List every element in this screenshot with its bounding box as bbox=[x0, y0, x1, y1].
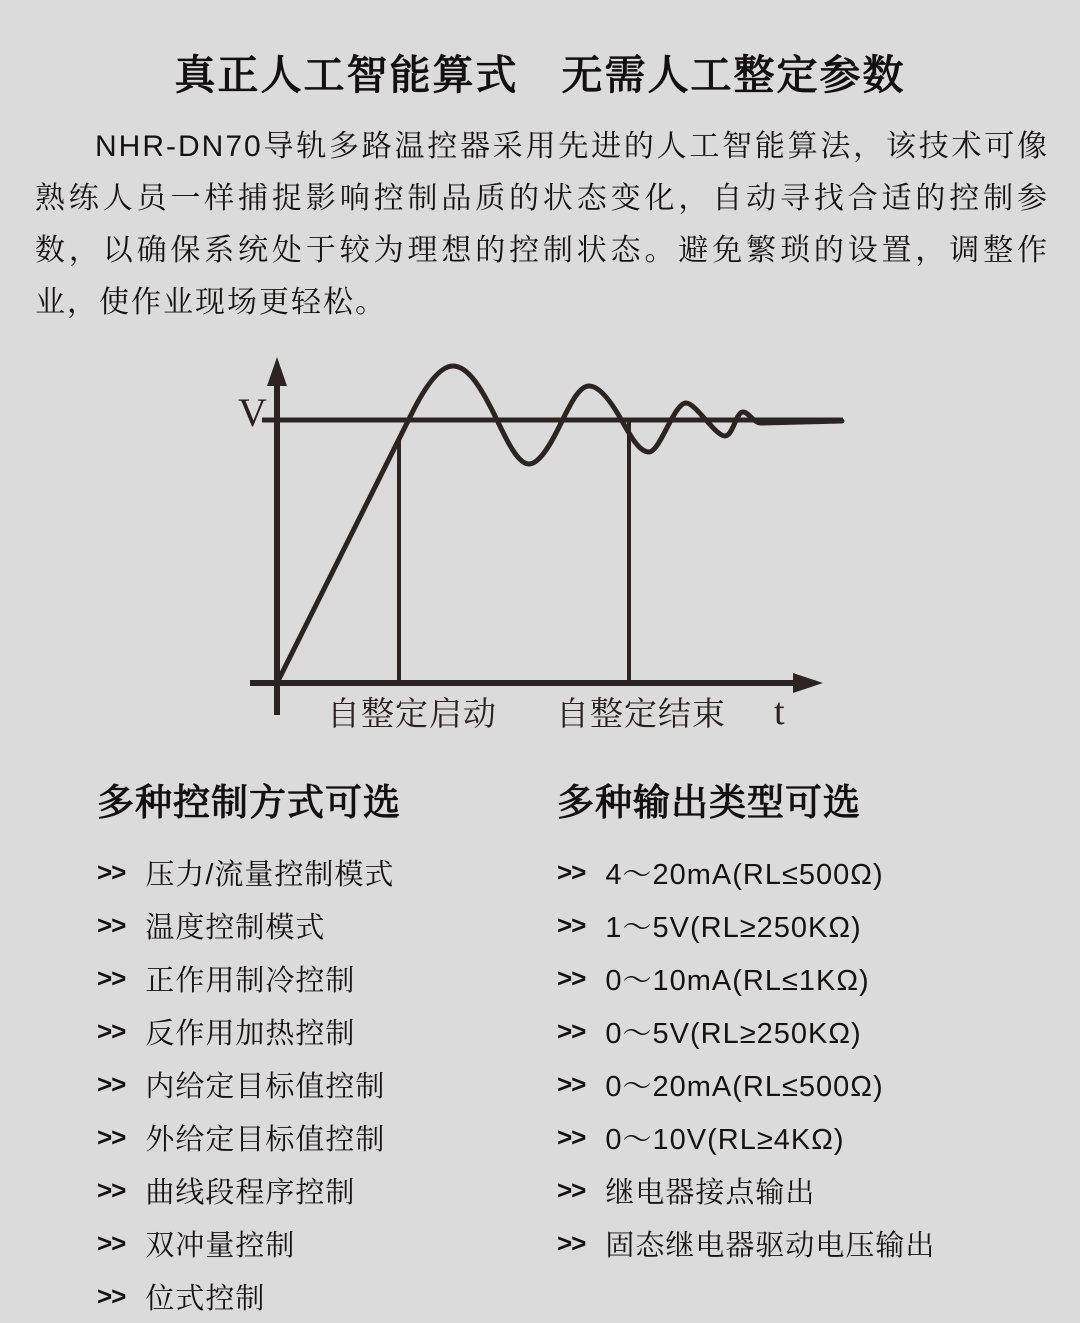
list-item bbox=[557, 1005, 1080, 1058]
chevron-marker-icon: >> bbox=[97, 910, 126, 940]
list-item bbox=[557, 952, 1080, 1005]
list-item bbox=[97, 1164, 557, 1217]
list-item bbox=[97, 1217, 557, 1270]
chevron-marker-icon: >> bbox=[557, 857, 586, 887]
output-types-heading: 多种输出类型可选 bbox=[557, 782, 861, 823]
control-modes-list bbox=[97, 846, 557, 1323]
list-item-label: 压力/流量控制模式 bbox=[145, 859, 395, 891]
chevron-marker-icon: >> bbox=[97, 1175, 126, 1205]
list-item-label: 曲线段程序控制 bbox=[145, 1177, 356, 1209]
intro-paragraph: NHR-DN70导轨多路温控器采用先进的人工智能算法，该技术可像熟练人员一样捕捉影响控制品质的状态变化，自动寻找合适的控制参数，以确保系统处于较为理想的控制状态。避免繁琐的设置，调整作业，使作业现场更轻松。 bbox=[35, 130, 1049, 319]
chevron-marker-icon: >> bbox=[557, 1175, 586, 1205]
list-item-label: 0～10V(RL≥4KΩ) bbox=[605, 1124, 845, 1156]
list-item-label: 0～20mA(RL≤500Ω) bbox=[605, 1071, 884, 1103]
list-item-label: 位式控制 bbox=[145, 1283, 266, 1315]
list-item-label: 内给定目标值控制 bbox=[145, 1071, 386, 1103]
chevron-marker-icon: >> bbox=[557, 1122, 586, 1152]
list-item-label: 继电器接点输出 bbox=[605, 1177, 816, 1209]
list-item bbox=[557, 1217, 1080, 1270]
list-item bbox=[557, 1111, 1080, 1164]
chevron-marker-icon: >> bbox=[97, 1281, 126, 1311]
chevron-marker-icon: >> bbox=[557, 1228, 586, 1258]
list-item bbox=[97, 1005, 557, 1058]
control-modes-heading: 多种控制方式可选 bbox=[97, 782, 401, 823]
list-item-label: 0～5V(RL≥250KΩ) bbox=[605, 1018, 862, 1050]
y-axis-label: V bbox=[238, 390, 267, 435]
chevron-marker-icon: >> bbox=[97, 1228, 126, 1258]
list-item-label: 4～20mA(RL≤500Ω) bbox=[605, 859, 884, 891]
list-item bbox=[97, 1058, 557, 1111]
chevron-marker-icon: >> bbox=[97, 1122, 126, 1152]
control-modes-section bbox=[0, 772, 557, 1323]
list-item bbox=[97, 899, 557, 952]
list-item bbox=[97, 952, 557, 1005]
list-item-label: 温度控制模式 bbox=[145, 912, 326, 944]
list-item-label: 外给定目标值控制 bbox=[145, 1124, 386, 1156]
list-item-label: 双冲量控制 bbox=[145, 1230, 296, 1262]
chevron-marker-icon: >> bbox=[97, 857, 126, 887]
x-axis-label: t bbox=[774, 691, 785, 733]
list-item-label: 固态继电器驱动电压输出 bbox=[605, 1230, 936, 1262]
list-item-label: 正作用制冷控制 bbox=[145, 965, 356, 997]
chevron-marker-icon: >> bbox=[97, 1069, 126, 1099]
list-item bbox=[97, 1270, 557, 1323]
list-item-label: 反作用加热控制 bbox=[145, 1018, 356, 1050]
chevron-marker-icon: >> bbox=[557, 963, 586, 993]
chevron-marker-icon: >> bbox=[557, 910, 586, 940]
list-item bbox=[557, 1058, 1080, 1111]
chevron-marker-icon: >> bbox=[97, 963, 126, 993]
y-axis-arrow-icon bbox=[267, 357, 287, 386]
chevron-marker-icon: >> bbox=[557, 1069, 586, 1099]
autotune-curve-svg bbox=[226, 353, 851, 738]
list-item-label: 0～10mA(RL≤1KΩ) bbox=[605, 965, 870, 997]
list-item bbox=[97, 1111, 557, 1164]
x-axis-arrow-icon bbox=[793, 673, 823, 693]
feature-columns bbox=[0, 772, 1080, 1323]
tuning-end-label: 自整定结束 bbox=[556, 697, 726, 733]
list-item bbox=[557, 846, 1080, 899]
chevron-marker-icon: >> bbox=[97, 1016, 126, 1046]
response-curve bbox=[277, 366, 842, 683]
list-item bbox=[557, 899, 1080, 952]
output-types-section bbox=[557, 772, 1080, 1323]
autotune-diagram bbox=[226, 353, 851, 738]
list-item bbox=[557, 1164, 1080, 1217]
output-types-list bbox=[557, 846, 1080, 1270]
list-item-label: 1～5V(RL≥250KΩ) bbox=[605, 912, 862, 944]
chevron-marker-icon: >> bbox=[557, 1016, 586, 1046]
list-item bbox=[97, 846, 557, 899]
tuning-start-label: 自整定启动 bbox=[327, 697, 497, 733]
page-title: 真正人工智能算式 无需人工整定参数 bbox=[174, 52, 906, 98]
